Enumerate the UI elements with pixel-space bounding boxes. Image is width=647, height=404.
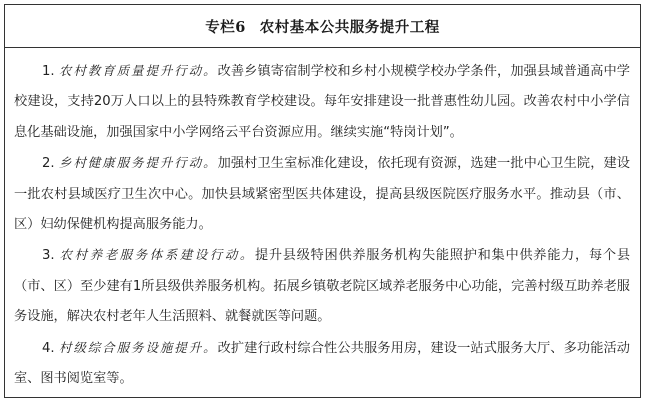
item-text: 改扩建行政村综合性公共服务用房，建设一站式服务大厅、多功能活动室、图书阅览室等。 (14, 340, 630, 387)
list-item-village-services (14, 333, 630, 395)
list-item-health (14, 148, 630, 240)
item-number: 1. (42, 64, 55, 79)
list-item-elderly-care (14, 240, 630, 332)
feature-box (4, 4, 641, 398)
item-heading: 农村教育质量提升行动。 (58, 63, 218, 78)
list-item-education (14, 56, 630, 148)
item-heading: 乡村健康服务提升行动。 (58, 155, 218, 171)
item-text: 加强村卫生室标准化建设，依托现有资源，选建一批中心卫生院，建设一批农村县域医疗卫生次中心。加快县域紧密型医共体建设，提高县级医院医疗服务水平。推动县（市、区）妇幼保健机构提高服务能力。 (14, 156, 630, 233)
item-text: 提升县级特困供养服务机构失能照护和集中供养能力，每个县（市、区）至少建有1所县级供养服务机构。拓展乡镇敬老院区域养老服务中心功能，完善村级互助养老服务设施，解决农村老年人生活照料、就餐就医等问题。 (14, 248, 630, 325)
box-title: 农村基本公共服务提升工程 (259, 18, 440, 36)
item-heading: 农村养老服务体系建设行动。 (59, 247, 255, 263)
box-body (5, 48, 640, 394)
item-number: 3. (42, 248, 55, 264)
box-label: 专栏6 (205, 18, 246, 36)
item-text: 改善乡镇寄宿制学校和乡村小规模学校办学条件，加强县域普通高中学校建设，支持20万人口以上的县特殊教育学校建设。每年安排建设一批普惠性幼儿园。改善农村中小学信息化基础设施，加强国家中小学网络云平台资源应用。继续实施“特岗计划”。 (14, 64, 630, 140)
item-number: 4. (42, 340, 55, 356)
item-number: 2. (42, 156, 55, 172)
item-heading: 村级综合服务设施提升。 (58, 339, 218, 355)
box-header (5, 5, 640, 48)
